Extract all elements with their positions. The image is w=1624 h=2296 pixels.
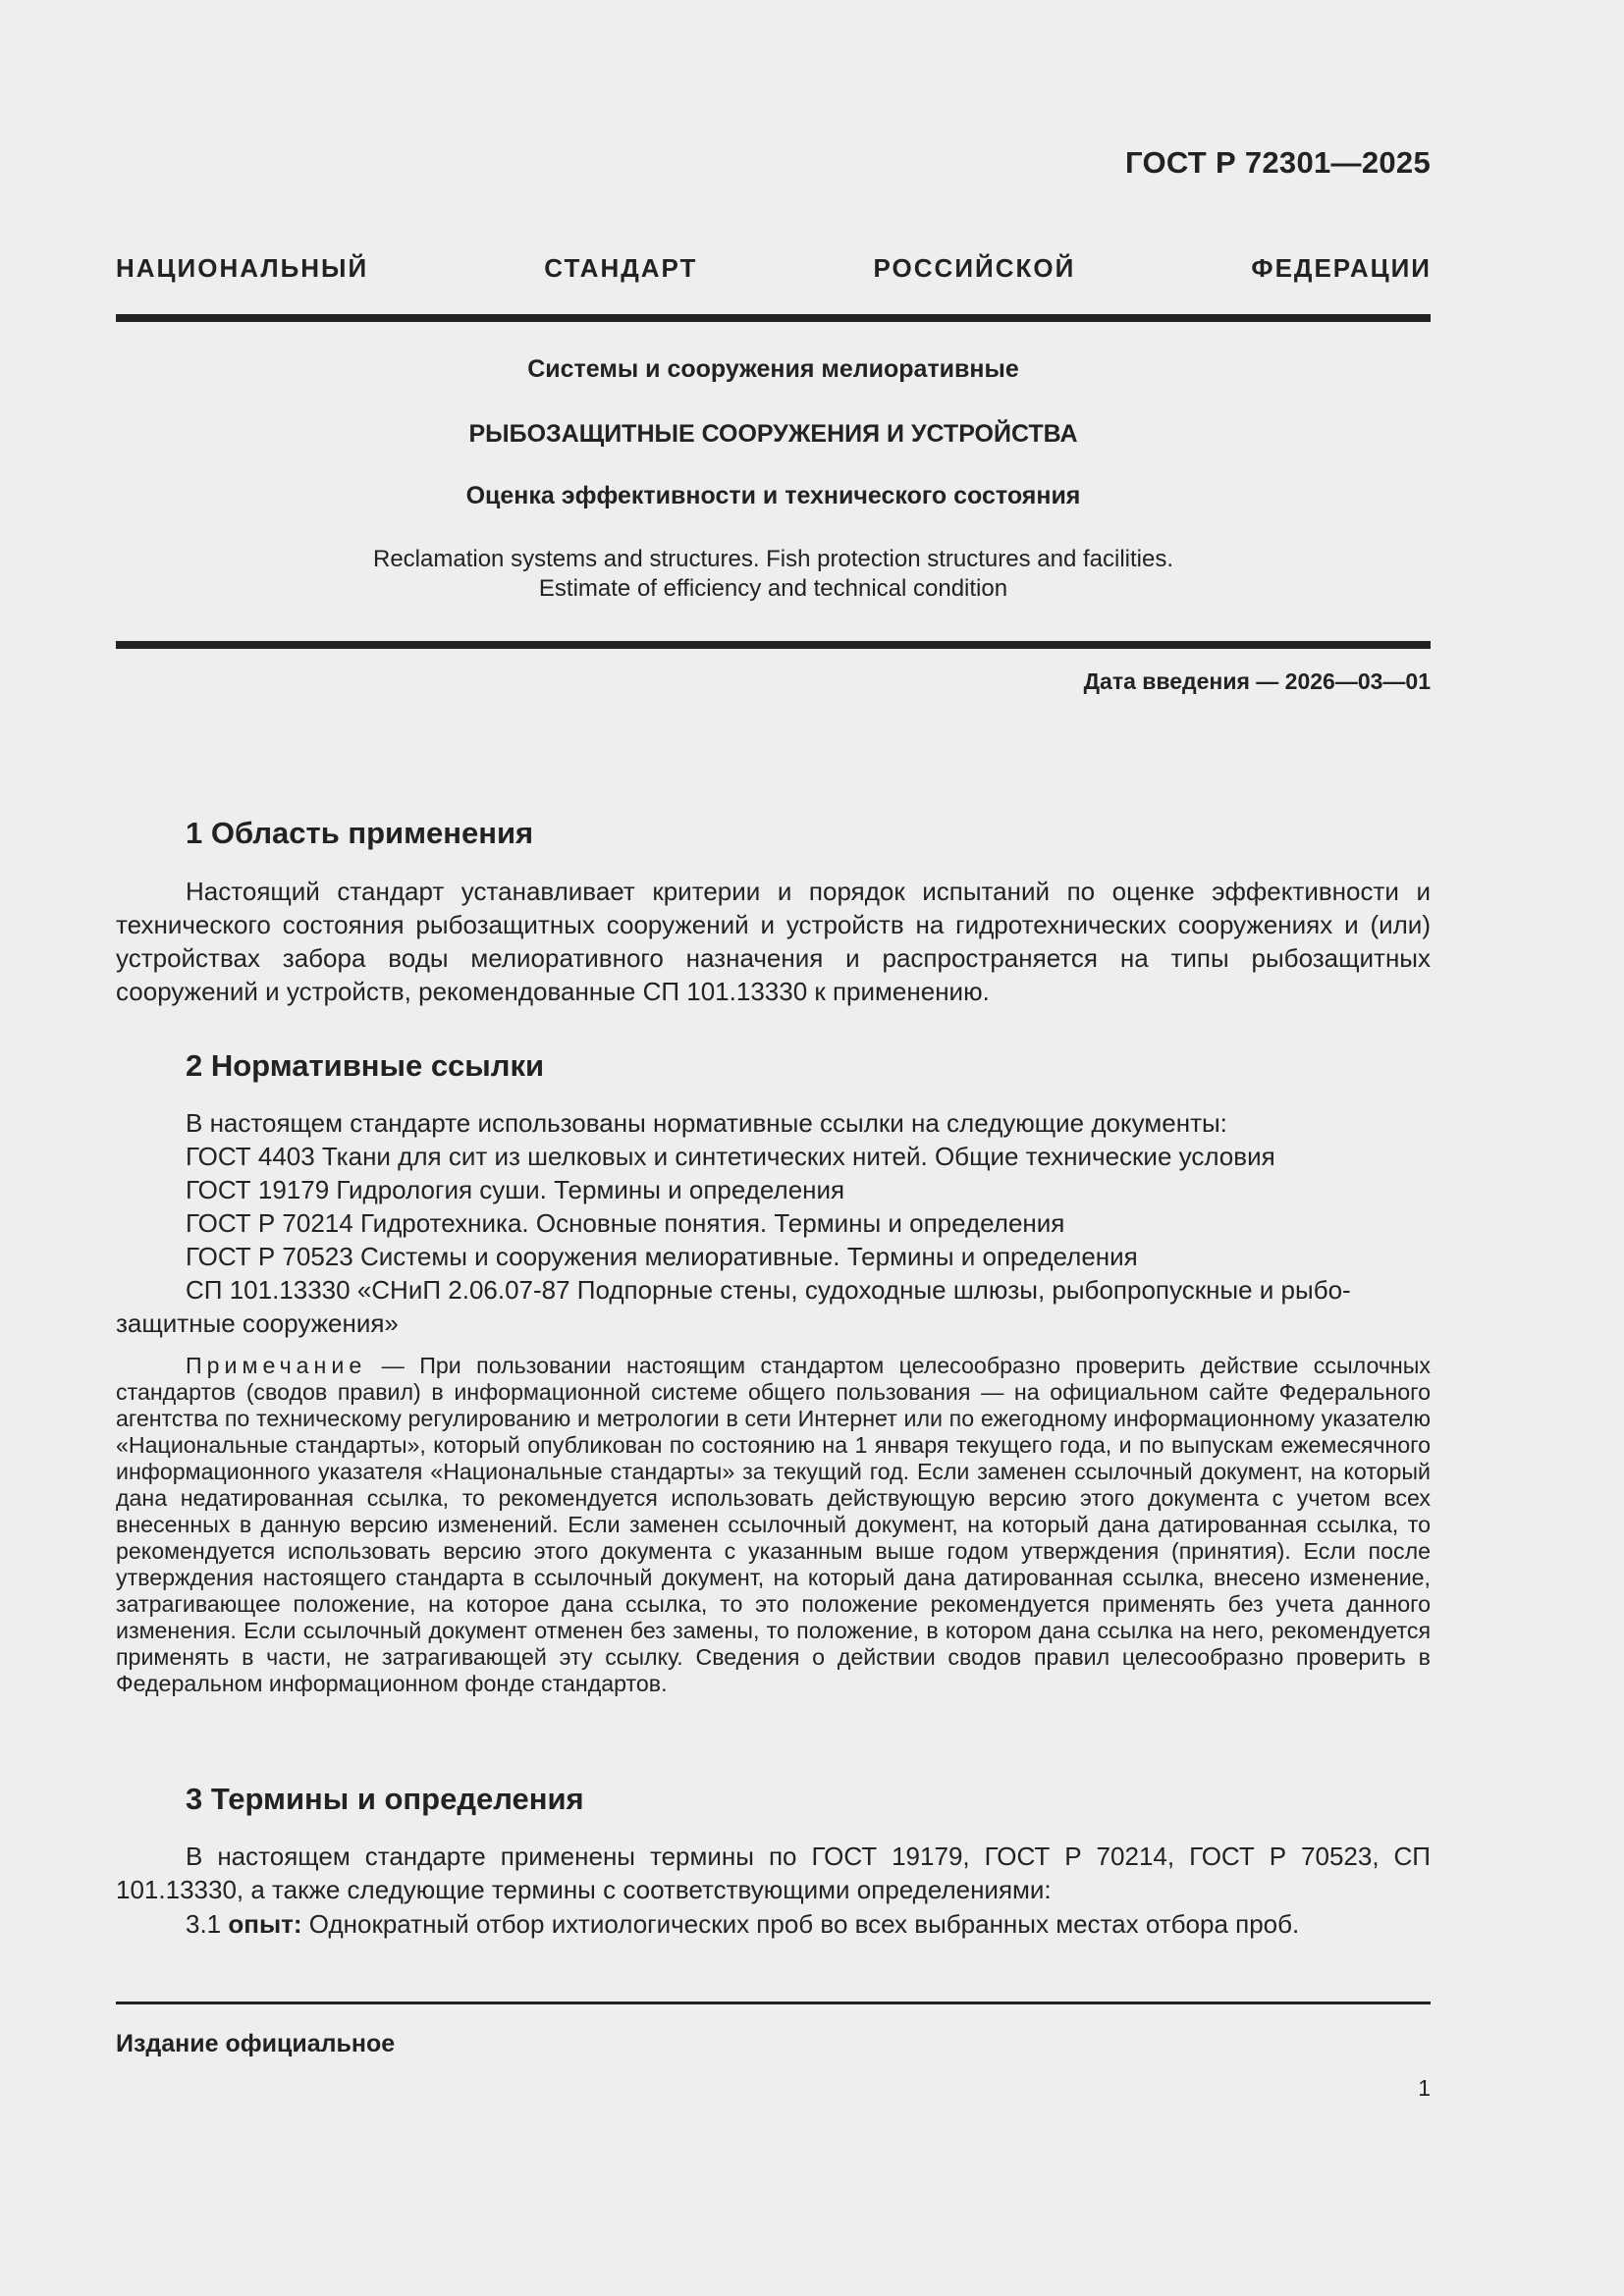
term-name: опыт:	[228, 1909, 302, 1939]
top-rule	[116, 314, 1431, 322]
terms-intro: В настоящем стандарте применены термины по ГОСТ 19179, ГОСТ Р 70214, ГОСТ Р 70523, СП 101.13330, а также следующие термины с соответствующими определениями:	[116, 1842, 1431, 1904]
title-subtitle: Оценка эффективности и технического состояния	[465, 482, 1081, 509]
title-bottom-rule	[116, 641, 1431, 649]
title-english-line2: Estimate of efficiency and technical condition	[538, 575, 1008, 602]
reference-item: ГОСТ Р 70523 Системы и сооружения мелиоративные. Термины и определения	[186, 1242, 1138, 1271]
note-text: — При пользовании настоящим стандартом целесообразно проверить действие ссылочных стандартов (сводов правил) в информационной системе общего пользования — на официальном сайте Федерального агентства по техническому регулированию и метрологии в сети Интернет или по ежегодному информационному указателю «Национальные стандарты», который опубликован по состоянию на 1 января текущего года, и по выпускам ежемесячного информационного указателя «Национальные стандарты» за текущий год. Если заменен ссылочный документ, на который дана недатированная ссылка, то рекомендуется использовать действующую версию этого документа с учетом всех внесенных в данную версию изменений. Если заменен ссылочный документ, на который дана датированная ссылка, то рекомендуется использовать версию этого документа с указанным выше годом утверждения (принятия). Если после утверждения настоящего стандарта в ссылочный документ, на который дана датированная ссылка, внесено изменение, затрагивающее положение, на которое дана ссылка, то это положение рекомендуется применять без учета данного изменения. Если ссылочный документ отменен без замены, то положение, в котором дана ссылка на него, рекомендуется применять в части, не затрагивающей эту ссылку. Сведения о действии сводов правил целесообразно проверить в Федеральном информационном фонде стандартов.	[116, 1353, 1431, 1696]
reference-item-sp-line1: СП 101.13330 «СНиП 2.06.07-87 Подпорные стены, судоходные шлюзы, рыбопропускные и рыбо-	[186, 1275, 1351, 1305]
note-label: Примечание	[186, 1353, 367, 1378]
reference-item-sp-line2: защитные сооружения»	[116, 1308, 399, 1338]
reference-item: ГОСТ 19179 Гидрология суши. Термины и определения	[186, 1175, 845, 1204]
term-number: 3.1	[186, 1909, 222, 1939]
term-definition	[116, 1907, 1431, 1941]
scope-paragraph: Настоящий стандарт устанавливает критерии и порядок испытаний по оценке эффективности и технического состояния рыбозащитных сооружений и устройств на гидротехнических сооружениях и (или) устройствах забора воды мелиоративного назначения и распространяется на типы рыбозащитных сооружений и устройств, рекомендованные СП 101.13330 к применению.	[116, 877, 1431, 1006]
title-english	[116, 545, 1431, 604]
references-block	[116, 1106, 1431, 1340]
official-edition-label: Издание официальное	[116, 2030, 396, 2057]
document-number: ГОСТ Р 72301—2025	[1125, 145, 1431, 180]
national-standard-header: НАЦИОНАЛЬНЫЙ СТАНДАРТ РОССИЙСКОЙ ФЕДЕРАЦИИ	[116, 253, 1432, 283]
section-heading-terms: 3 Термины и определения	[186, 1782, 584, 1816]
section-heading-scope: 1 Область применения	[186, 816, 534, 850]
title-main: РЫБОЗАЩИТНЫЕ СООРУЖЕНИЯ И УСТРОЙСТВА	[468, 420, 1078, 448]
reference-item: ГОСТ Р 70214 Гидротехника. Основные понятия. Термины и определения	[186, 1208, 1065, 1238]
references-intro: В настоящем стандарте использованы нормативные ссылки на следующие документы:	[186, 1108, 1227, 1138]
title-system: Системы и сооружения мелиоративные	[527, 355, 1019, 383]
title-english-line1: Reclamation systems and structures. Fish protection structures and facilities.	[373, 546, 1173, 572]
footer-rule	[116, 2002, 1431, 2004]
references-note	[116, 1353, 1431, 1697]
page-number: 1	[1418, 2075, 1431, 2101]
reference-item: ГОСТ 4403 Ткани для сит из шелковых и синтетических нитей. Общие технические условия	[186, 1142, 1275, 1171]
term-text: Однократный отбор ихтиологических проб во всех выбранных местах отбора проб.	[301, 1909, 1300, 1939]
introduction-date: Дата введения — 2026—03—01	[1083, 668, 1431, 694]
section-heading-references: 2 Нормативные ссылки	[186, 1048, 545, 1083]
